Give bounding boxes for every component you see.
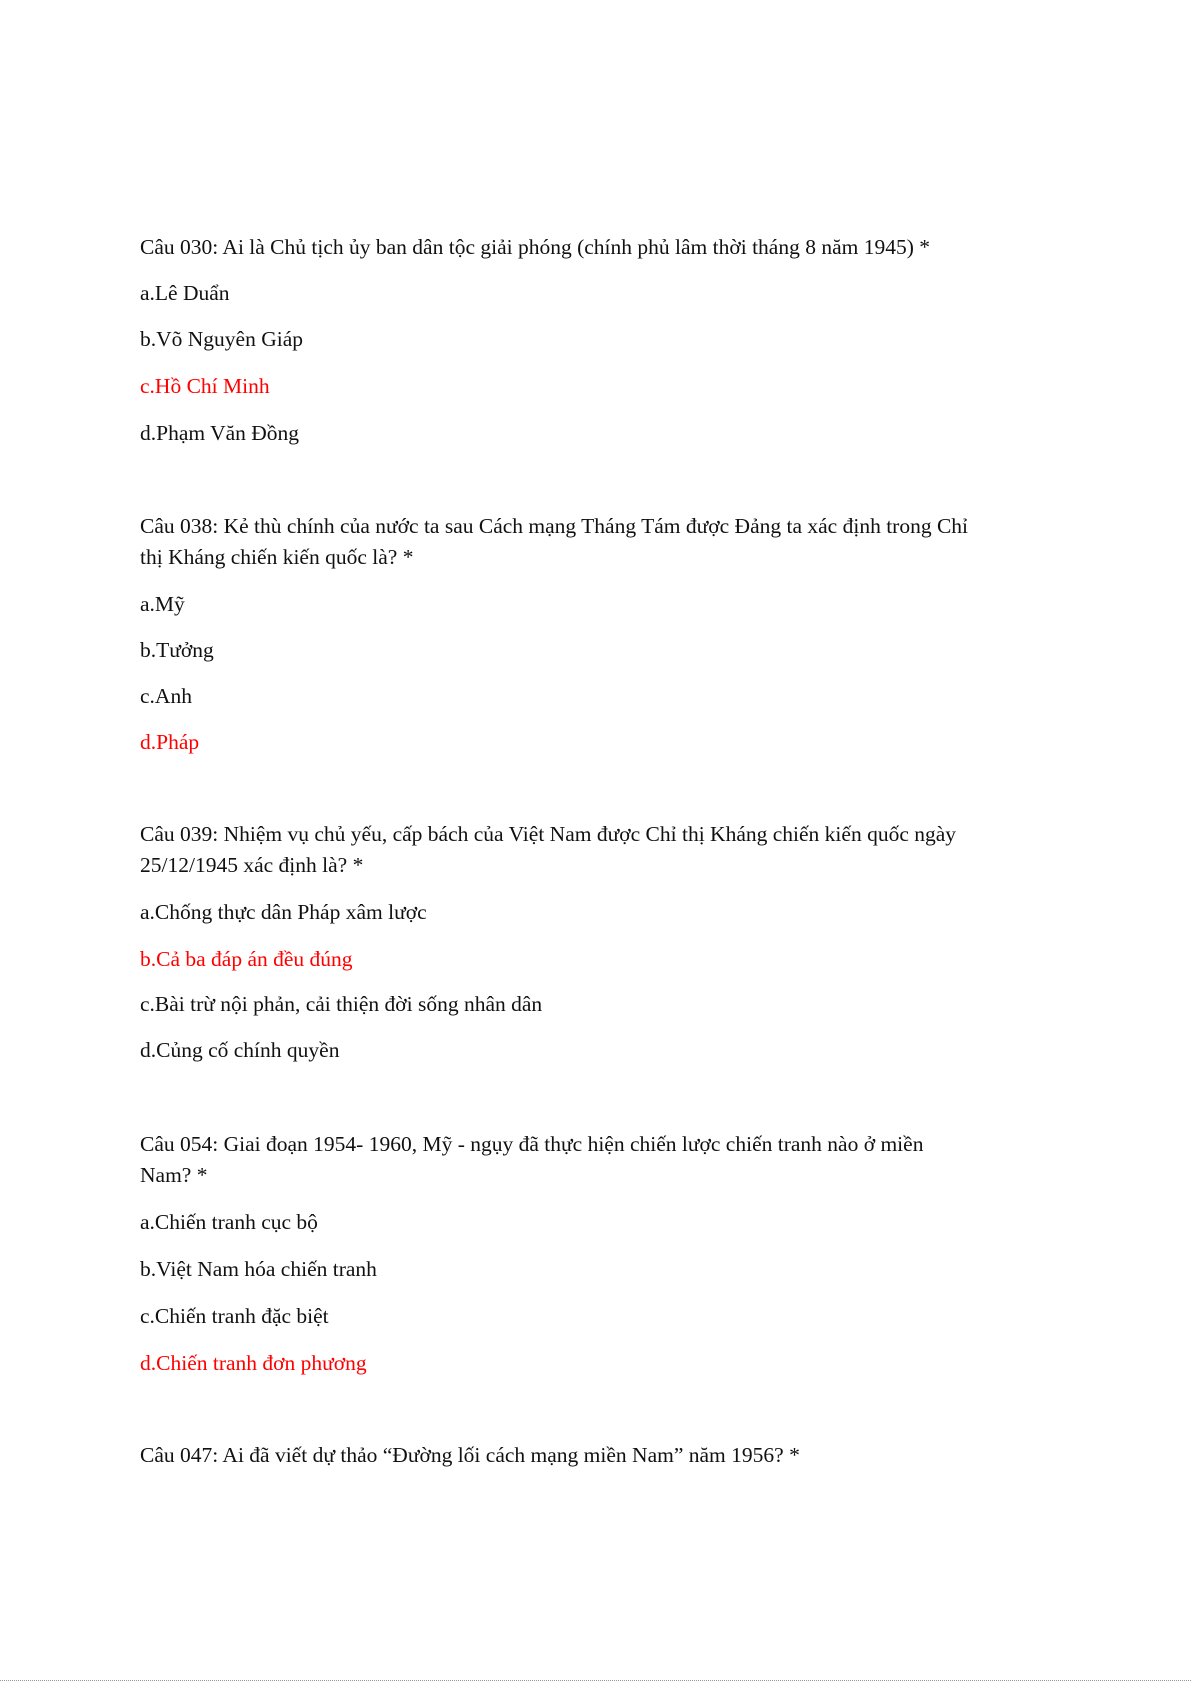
- question-030-title: Câu 030: Ai là Chủ tịch ủy ban dân tộc giải phóng (chính phủ lâm thời tháng 8 năm 1945) *: [140, 235, 931, 259]
- question-054-option-b: b.Việt Nam hóa chiến tranh: [140, 1257, 377, 1281]
- page-bottom-divider: [0, 1680, 1191, 1682]
- question-038-option-a: a.Mỹ: [140, 592, 185, 616]
- question-039-option-a: a.Chống thực dân Pháp xâm lược: [140, 900, 427, 924]
- question-039-title-line-2: 25/12/1945 xác định là? *: [140, 853, 364, 877]
- question-054-option-d-correct: d.Chiến tranh đơn phương: [140, 1351, 367, 1375]
- question-047-title: Câu 047: Ai đã viết dự thảo “Đường lối cách mạng miền Nam” năm 1956? *: [140, 1443, 800, 1467]
- question-054-title-line-1: Câu 054: Giai đoạn 1954- 1960, Mỹ - ngụy đã thực hiện chiến lược chiến tranh nào ở miền: [140, 1132, 924, 1156]
- question-030-option-c-correct: c.Hồ Chí Minh: [140, 374, 270, 398]
- question-054-option-c: c.Chiến tranh đặc biệt: [140, 1304, 329, 1328]
- question-039-option-d: d.Củng cố chính quyền: [140, 1038, 340, 1062]
- question-038-title-line-1: Câu 038: Kẻ thù chính của nước ta sau Cách mạng Tháng Tám được Đảng ta xác định trong Chỉ: [140, 514, 969, 538]
- question-030-option-b: b.Võ Nguyên Giáp: [140, 327, 304, 351]
- question-030-option-a: a.Lê Duẩn: [140, 281, 230, 305]
- question-038-title-line-2: thị Kháng chiến kiến quốc là? *: [140, 545, 414, 569]
- question-038-option-b: b.Tưởng: [140, 638, 214, 662]
- question-039-title-line-1: Câu 039: Nhiệm vụ chủ yếu, cấp bách của Việt Nam được Chỉ thị Kháng chiến kiến quốc ngày: [140, 822, 957, 846]
- question-030-option-d: d.Phạm Văn Đồng: [140, 421, 300, 445]
- question-039-option-b-correct: b.Cả ba đáp án đều đúng: [140, 947, 353, 971]
- question-038-option-d-correct: d.Pháp: [140, 730, 200, 754]
- question-039-option-c: c.Bài trừ nội phản, cải thiện đời sống nhân dân: [140, 992, 543, 1016]
- question-054-title-line-2: Nam? *: [140, 1163, 208, 1187]
- question-038-option-c: c.Anh: [140, 684, 192, 708]
- question-054-option-a: a.Chiến tranh cục bộ: [140, 1210, 318, 1234]
